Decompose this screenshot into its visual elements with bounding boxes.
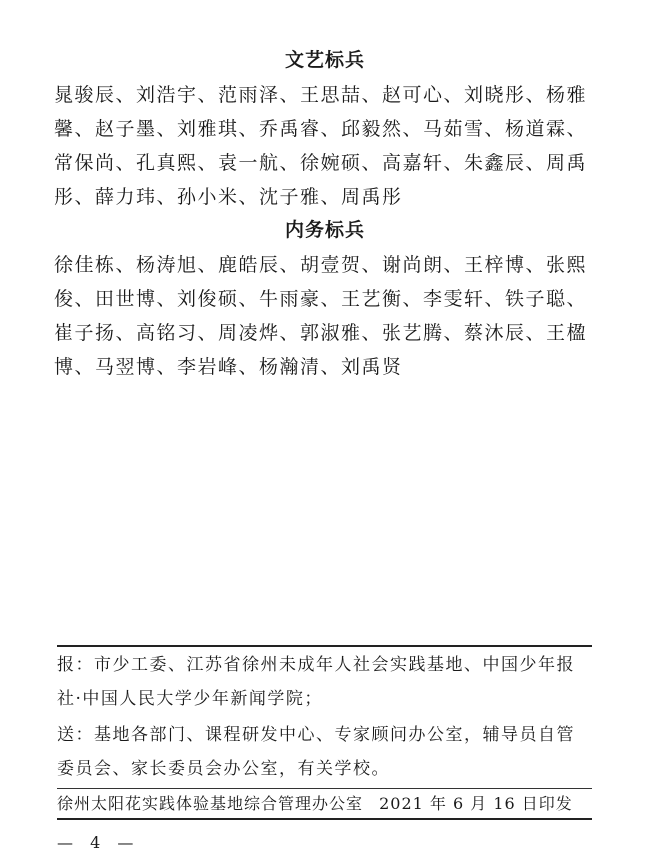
issue-line xyxy=(57,789,592,819)
issuer-name: 徐州太阳花实践体验基地综合管理办公室 xyxy=(57,794,364,813)
section-heading-housekeeping: 内务标兵 xyxy=(284,219,365,241)
report-line-1: 报：市少工委、江苏省徐州未成年人社会实践基地、中国少年报 xyxy=(57,655,575,675)
issue-date: 2021 年 6 月 16 日印发 xyxy=(379,794,573,813)
send-line-2: 委员会、家长委员会办公室，有关学校。 xyxy=(57,759,390,779)
footer-top-rule xyxy=(57,645,592,647)
page-number: — 4 — xyxy=(57,833,140,852)
section-heading-arts: 文艺标兵 xyxy=(284,49,365,71)
send-line-1: 送：基地各部门、课程研发中心、专家顾问办公室，辅导员自管 xyxy=(57,725,575,745)
name-list-housekeeping: 徐佳栋、杨涛旭、鹿皓辰、胡壹贺、谢尚朗、王梓博、张熙俊、田世博、刘俊硕、牛雨豪、王艺衡、李雯轩、铁子聪、崔子扬、高铭习、周凌烨、郭淑雅、张艺腾、蔡沐辰、王楹博、马翌博、李岩峰、杨瀚清、刘禹贤 xyxy=(54,254,588,378)
report-line-2: 社·中国人民大学少年新闻学院； xyxy=(57,689,323,709)
name-list-arts: 晁骏辰、刘浩宇、范雨泽、王思喆、赵可心、刘晓彤、杨雅馨、赵子墨、刘雅琪、乔禹睿、邱毅然、马茹雪、杨道霖、常保尚、孔真熙、袁一航、徐婉硕、高嘉轩、朱鑫辰、周禹彤、薛力玮、孙小米、沈子雅、周禹彤 xyxy=(54,84,588,208)
footer-bottom-rule xyxy=(57,818,592,820)
